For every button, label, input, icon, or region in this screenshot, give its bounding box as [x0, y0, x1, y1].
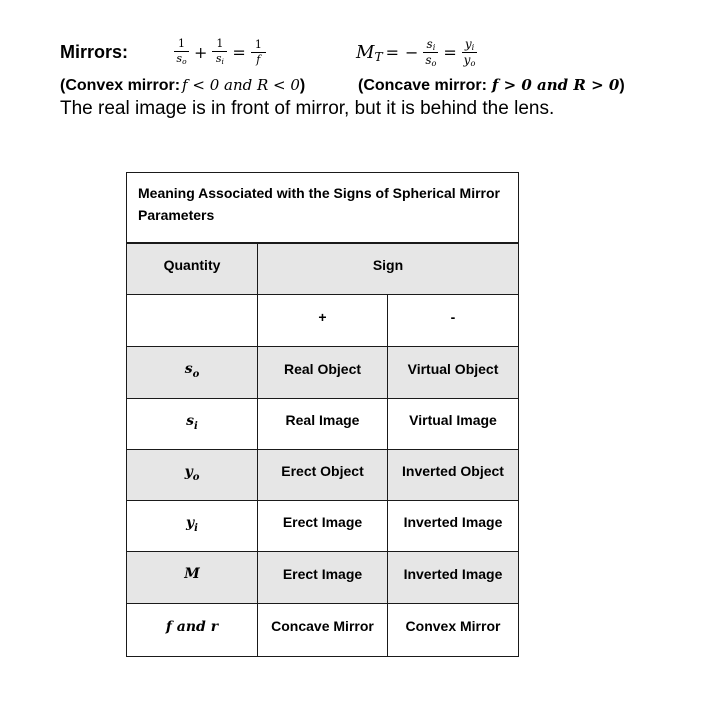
positive-meaning-cell: Real Image — [258, 399, 388, 450]
positive-meaning-cell: Erect Image — [258, 501, 388, 552]
fraction-si-over-so — [423, 37, 438, 68]
fraction-one-over-si — [212, 37, 227, 67]
table-row — [127, 347, 519, 399]
negative-meaning-cell: Inverted Object — [388, 450, 519, 501]
table-header-row — [127, 243, 519, 295]
quantity-cell: M — [127, 552, 258, 604]
denominator: f — [256, 52, 261, 66]
quantity-cell: $s_o$ — [127, 347, 258, 399]
negative-meaning-cell: Virtual Image — [388, 399, 519, 450]
positive-sign-cell: + — [258, 295, 388, 347]
fraction-one-over-f — [251, 38, 266, 67]
negative-meaning-cell: Virtual Object — [388, 347, 519, 399]
equals-operator: = — [232, 42, 246, 62]
positive-meaning-cell: Erect Image — [258, 552, 388, 604]
table-title: Meaning Associated with the Signs of Spherical Mirror Parameters — [127, 173, 519, 243]
sign-symbols-row — [127, 295, 519, 347]
negative-meaning-cell: Inverted Image — [388, 501, 519, 552]
fraction-yi-over-yo — [462, 37, 477, 68]
table-title-row — [127, 173, 519, 243]
positive-meaning-cell: Real Object — [258, 347, 388, 399]
section-label: Mirrors: — [60, 42, 129, 62]
numerator: $s_i$ — [423, 37, 438, 53]
sign-convention-table — [126, 172, 519, 657]
minus-operator: − — [405, 42, 419, 62]
negative-sign-cell: - — [388, 295, 519, 347]
quantity-cell: $y_i$ — [127, 501, 258, 552]
quantity-cell: $y_o$ — [127, 450, 258, 501]
positive-meaning-cell: Erect Object — [258, 450, 388, 501]
equals-operator: = — [443, 42, 457, 62]
plus-operator: + — [194, 42, 208, 62]
empty-cell — [127, 295, 258, 347]
concave-mirror-note: (Concave mirror: f > 0 and R > 0) — [358, 76, 625, 94]
quantity-cell: $s_i$ — [127, 399, 258, 450]
table-row — [127, 604, 519, 657]
denominator: $y_o$ — [463, 52, 476, 68]
numerator: $y_i$ — [462, 37, 477, 53]
denominator: $s_o$ — [176, 52, 187, 67]
negative-meaning-cell: Inverted Image — [388, 552, 519, 604]
table-row — [127, 552, 519, 604]
image-location-note: The real image is in front of mirror, but it is behind the lens. — [60, 98, 555, 119]
numerator: 1 — [251, 38, 266, 53]
denominator: $s_o$ — [425, 52, 437, 68]
magnification-equation — [356, 33, 479, 71]
convex-mirror-note: (Convex mirror: f < 0 and R < 0) — [60, 76, 306, 94]
sign-header: Sign — [258, 243, 519, 295]
quantity-cell: f and r — [127, 604, 258, 657]
table-row — [127, 501, 519, 552]
magnification-symbol: $M_T$ — [356, 41, 383, 65]
equals-operator: = — [385, 42, 400, 62]
table-row — [127, 399, 519, 450]
numerator: 1 — [212, 37, 227, 52]
denominator: $s_i$ — [215, 52, 224, 67]
table-row — [127, 450, 519, 501]
negative-meaning-cell: Convex Mirror — [388, 604, 519, 657]
fraction-one-over-so — [174, 37, 189, 67]
mirror-equation — [172, 33, 268, 71]
positive-meaning-cell: Concave Mirror — [258, 604, 388, 657]
quantity-header: Quantity — [127, 243, 258, 295]
numerator: 1 — [174, 37, 189, 52]
